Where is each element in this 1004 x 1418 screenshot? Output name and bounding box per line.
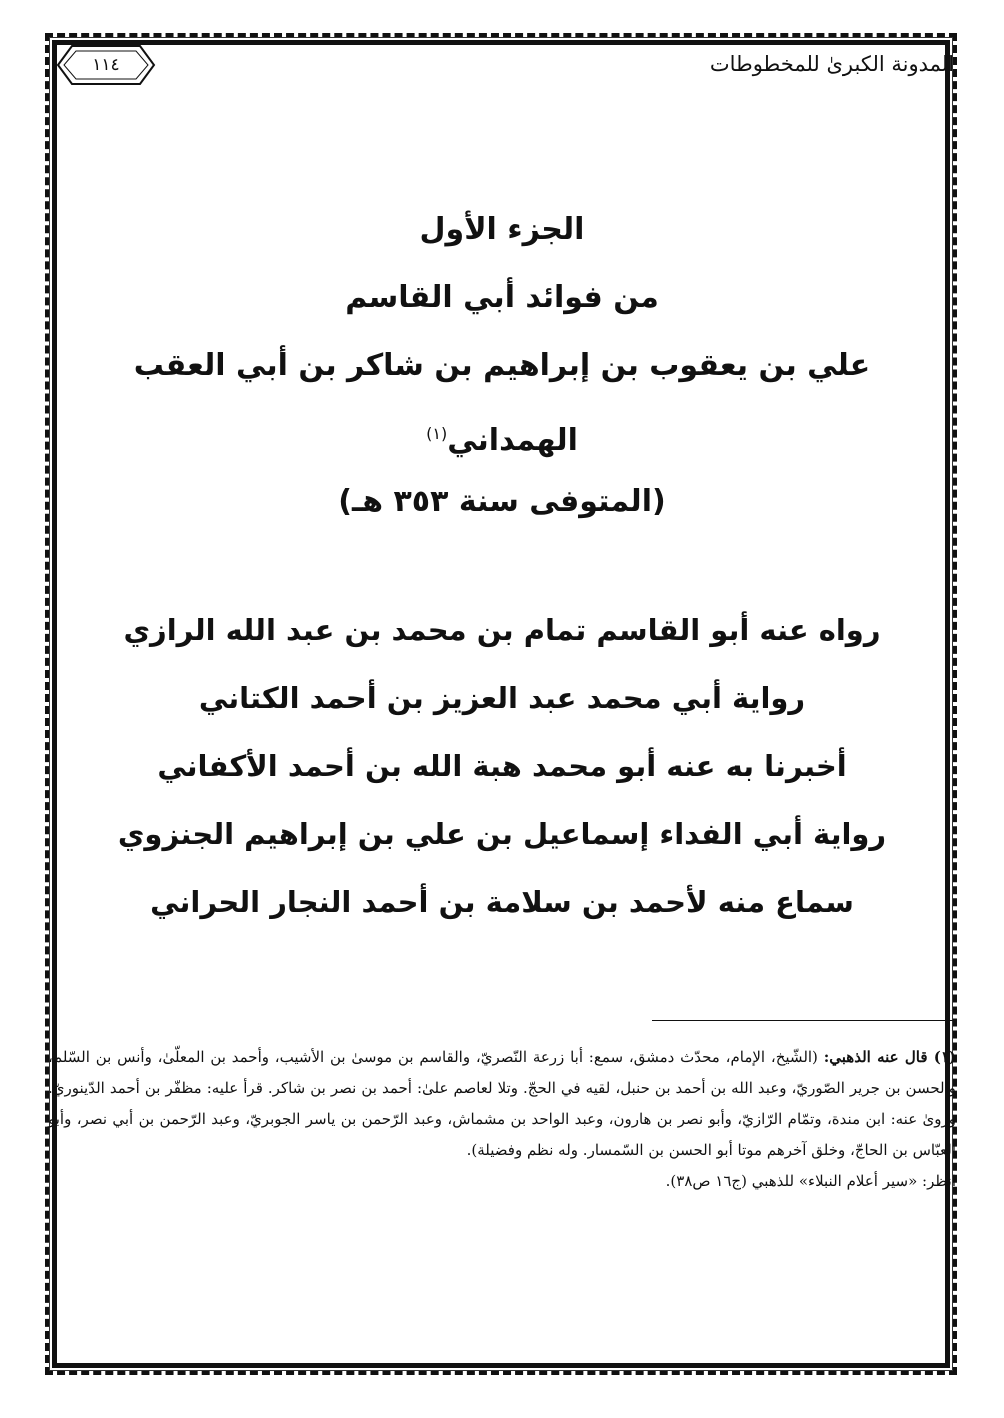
manuscript-title: [0, 196, 1004, 536]
author-nisba: الهمداني: [447, 423, 578, 458]
footnote-text: [48, 1042, 956, 1166]
chain-line: رواية أبي محمد عبد العزيز بن أحمد الكتاني: [198, 681, 806, 715]
footnote-marker: (١): [426, 424, 448, 443]
page-number-badge: [52, 42, 160, 88]
footnote-body: (الشّيخ، الإمام، محدّث دمشق، سمع: أبا زرعة النّصريّ، والقاسم بن موسىٰ بن الأشيب، وأحمد بن المعلّىٰ، وأنس بن السّلم، والحسن بن جرير الصّوريّ، وعبد الله بن أحمد بن حنبل، لقيه في الحجّ. وتلا لعاصم علىٰ: أحمد بن نصر بن شاكر. قرأ عليه: مظفّر بن أحمد الدّينوريّ. وروىٰ عنه: ابن مندة، وتمّام الرّازيّ، وأبو نصر بن هارون، وعبد الواحد بن مشماش، وعبد الرّحمن بن ياسر الجوبريّ، وعبد الرّحمن بن أبي نصر، وأبو العبّاس بن الحاجّ، وخلق آخرهم موتا أبو الحسن بن السّمسار. وله نظم وفضيلة).: [48, 1048, 956, 1159]
page-number: ١١٤: [92, 55, 120, 75]
transmission-chain: [0, 596, 1004, 936]
chain-line: أخبرنا به عنه أبو محمد هبة الله بن أحمد الأكفاني: [157, 749, 847, 783]
chain-line: رواه عنه أبو القاسم تمام بن محمد بن عبد الله الرازي: [123, 613, 881, 647]
chain-line: سماع منه لأحمد بن سلامة بن أحمد النجار الحراني: [150, 885, 854, 919]
chain-line: رواية أبي الفداء إسماعيل بن علي بن إبراهيم الجنزوي: [117, 817, 887, 851]
book-title: المدونة الكبرىٰ للمخطوطات: [709, 52, 954, 76]
title-line-3: علي بن يعقوب بن إبراهيم بن شاكر بن أبي العقب: [133, 348, 871, 383]
footnote-divider: [652, 1020, 954, 1021]
title-line-5: (المتوفى سنة ٣٥٣ هـ): [338, 484, 666, 519]
title-line-1: الجزء الأول: [419, 212, 585, 247]
title-line-4: [0, 400, 1004, 468]
footnote-label: (١) قال عنه الذهبي:: [823, 1048, 957, 1066]
title-line-2: من فوائد أبي القاسم: [345, 280, 659, 315]
footnote: [48, 1042, 956, 1197]
footnote-source: انظر: «سير أعلام النبلاء» للذهبي (ج١٦ ص٣٨).: [665, 1172, 956, 1190]
